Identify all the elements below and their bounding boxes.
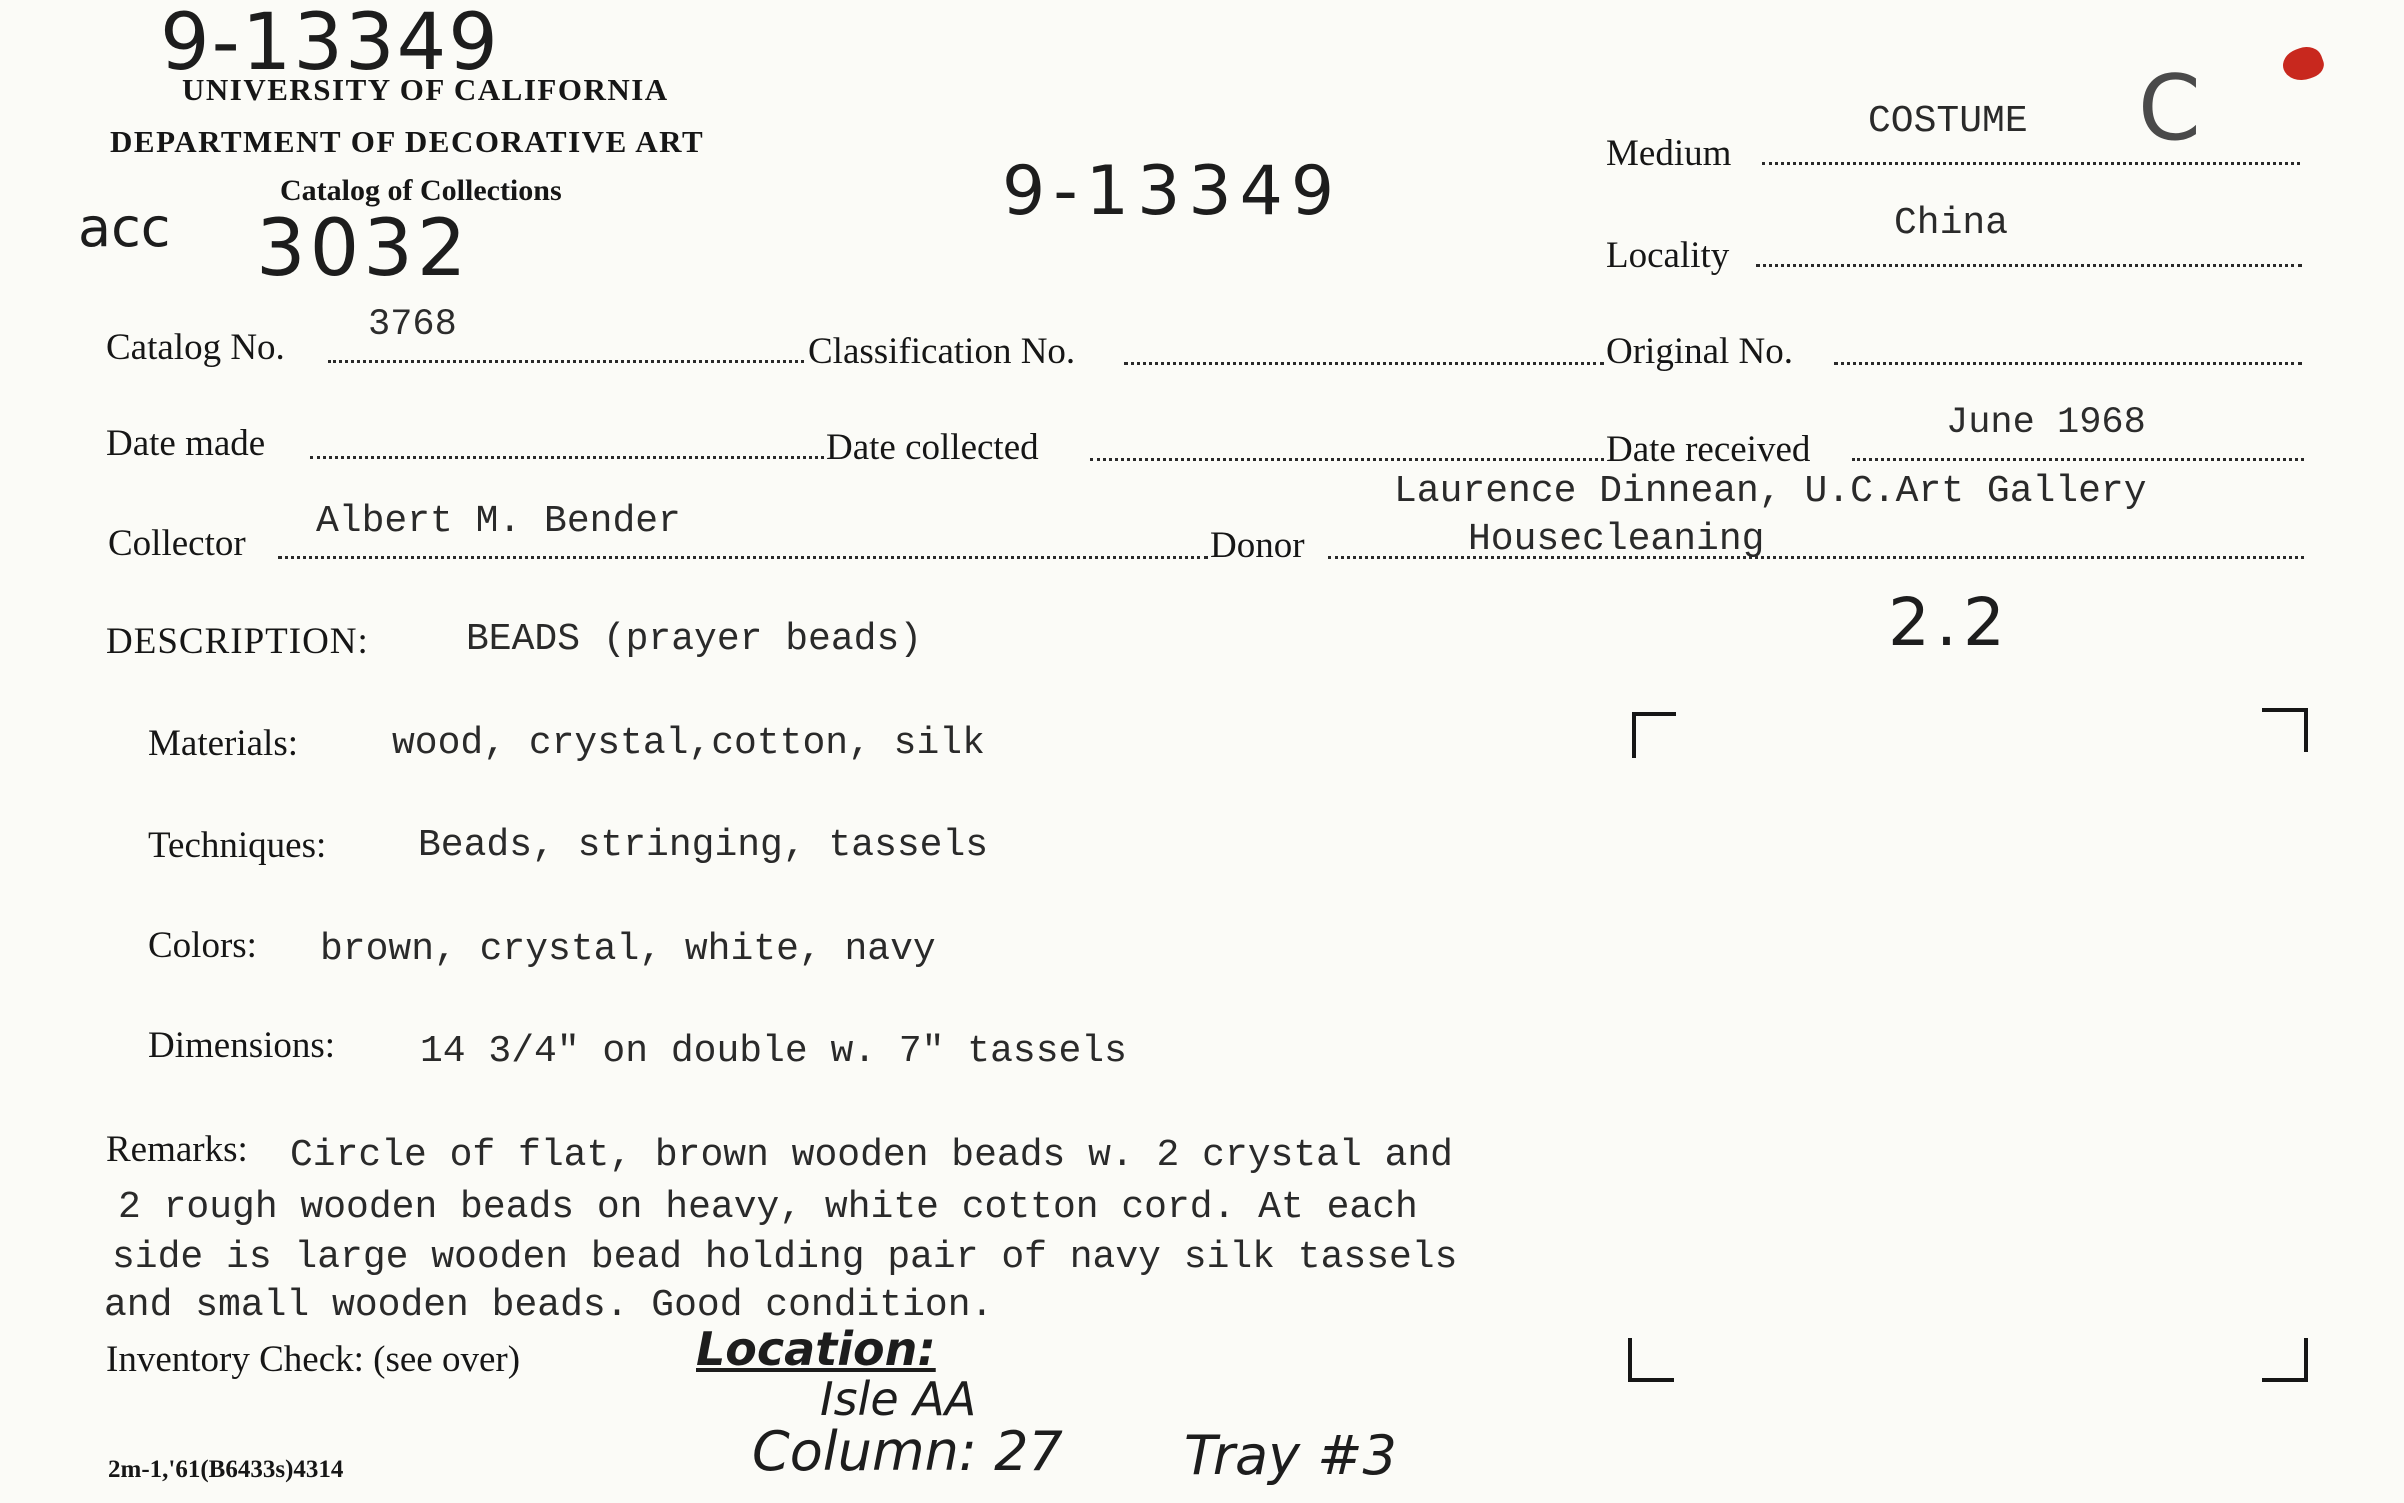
locality-line — [1756, 264, 2302, 267]
remarks-line-1: Circle of flat, brown wooden beads w. 2 crystal and — [290, 1134, 1453, 1177]
handwritten-number-22: 2.2 — [1888, 584, 2011, 661]
techniques-value: Beads, stringing, tassels — [418, 824, 989, 867]
donor-value-line2: Housecleaning — [1468, 518, 1765, 561]
header-department: DEPARTMENT OF DECORATIVE ART — [110, 124, 705, 159]
corner-bracket-top-left — [1630, 710, 1680, 760]
original-no-label: Original No. — [1606, 331, 1794, 372]
catalog-no-value: 3768 — [368, 304, 457, 346]
handwritten-location-column: Column: 27 — [752, 1420, 1063, 1483]
inventory-check-label: Inventory Check: (see over) — [106, 1339, 521, 1380]
date-collected-line — [1090, 458, 1604, 461]
date-made-label: Date made — [106, 423, 266, 464]
corner-bracket-bottom-right — [2260, 1336, 2310, 1386]
materials-value: wood, crystal,cotton, silk — [392, 722, 985, 765]
handwritten-acc-label: acc — [78, 196, 171, 259]
donor-label: Donor — [1210, 525, 1305, 566]
handwritten-acc-number: 3032 — [256, 204, 471, 294]
original-no-line — [1834, 362, 2302, 365]
header-university: UNIVERSITY OF CALIFORNIA — [182, 72, 669, 107]
catalog-no-line — [328, 360, 804, 363]
collector-value: Albert M. Bender — [316, 500, 681, 543]
colors-value: brown, crystal, white, navy — [320, 928, 936, 971]
corner-bracket-top-right — [2260, 706, 2310, 756]
date-received-value: June 1968 — [1946, 402, 2146, 444]
handwritten-catalog-number: 9-13349 — [1002, 152, 1343, 231]
classification-no-line — [1124, 362, 1604, 365]
remarks-line-2: 2 rough wooden beads on heavy, white cotton cord. At each — [118, 1186, 1418, 1229]
locality-label: Locality — [1606, 235, 1730, 276]
handwritten-location-aisle: Isle AA — [820, 1372, 977, 1426]
dimensions-label: Dimensions: — [148, 1025, 336, 1066]
handwritten-location-label: Location: — [696, 1322, 936, 1376]
materials-label: Materials: — [148, 723, 299, 764]
locality-value: China — [1894, 202, 2009, 245]
description-value: BEADS (prayer beads) — [466, 618, 923, 661]
medium-value: COSTUME — [1868, 100, 2028, 143]
red-dot — [2279, 42, 2328, 86]
remarks-line-4: and small wooden beads. Good condition. — [104, 1284, 994, 1327]
collector-line — [278, 556, 1208, 559]
handwritten-top-number: 9-13349 — [160, 0, 500, 88]
date-collected-label: Date collected — [826, 427, 1039, 468]
remarks-line-3: side is large wooden bead holding pair of navy silk tassels — [112, 1236, 1458, 1279]
handwritten-mark: C — [2138, 56, 2201, 161]
form-number: 2m-1,'61(B6433s)4314 — [108, 1456, 344, 1483]
classification-no-label: Classification No. — [808, 331, 1076, 372]
remarks-label: Remarks: — [106, 1129, 248, 1170]
header-catalog: Catalog of Collections — [280, 174, 562, 207]
collector-label: Collector — [108, 523, 246, 564]
date-made-line — [310, 456, 824, 459]
date-received-line — [1852, 458, 2304, 461]
dimensions-value: 14 3/4" on double w. 7" tassels — [420, 1030, 1127, 1073]
colors-label: Colors: — [148, 925, 257, 966]
catalog-no-label: Catalog No. — [106, 327, 285, 368]
medium-line — [1762, 162, 2300, 165]
date-received-label: Date received — [1606, 429, 1811, 470]
medium-label: Medium — [1606, 133, 1732, 174]
handwritten-location-tray: Tray #3 — [1184, 1424, 1397, 1487]
techniques-label: Techniques: — [148, 825, 327, 866]
description-label: DESCRIPTION: — [106, 621, 369, 662]
donor-value-line1: Laurence Dinnean, U.C.Art Gallery — [1394, 470, 2147, 513]
corner-bracket-bottom-left — [1626, 1336, 1676, 1386]
